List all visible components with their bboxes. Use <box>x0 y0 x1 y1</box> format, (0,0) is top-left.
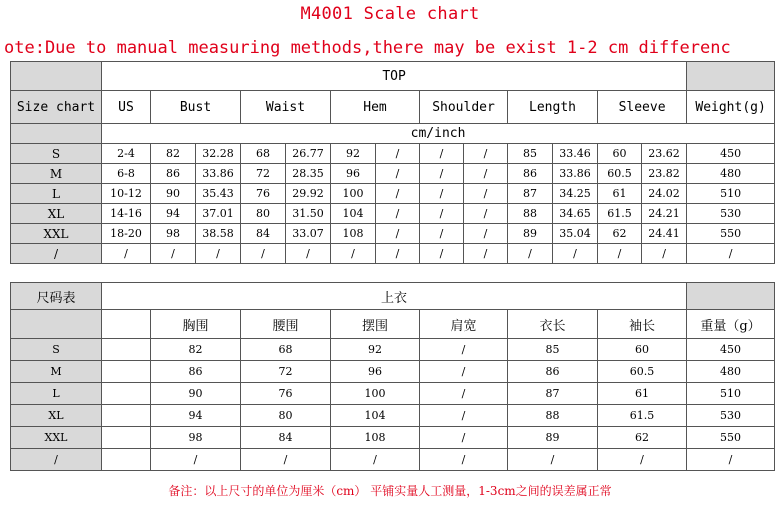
weight-cell-cn: 530 <box>687 405 775 427</box>
weight-cell: 530 <box>687 204 775 224</box>
sleeve-in-cell: 24.21 <box>642 204 687 224</box>
waist-cm-cell: 76 <box>241 184 286 204</box>
length-cm-cell: 85 <box>508 144 553 164</box>
waist-in-cell: 26.77 <box>286 144 331 164</box>
bust-in-cell: 35.43 <box>196 184 241 204</box>
sleeve-in-cell: 23.62 <box>642 144 687 164</box>
bust-in-cell: / <box>196 244 241 264</box>
size-cell-cn: / <box>11 449 102 471</box>
waist-in-cell: 33.07 <box>286 224 331 244</box>
table-row <box>11 383 775 405</box>
weight-corner-cn <box>687 283 775 310</box>
weight-cell: 450 <box>687 144 775 164</box>
blank-cell <box>11 124 102 144</box>
waist-cell-cn: 84 <box>241 427 331 449</box>
length-cell-cn: 89 <box>508 427 598 449</box>
hem-cm-cell: 96 <box>331 164 376 184</box>
hem-in-cell: / <box>376 204 420 224</box>
hem-cell-cn: 92 <box>331 339 420 361</box>
waist-cm-cell: 68 <box>241 144 286 164</box>
hem-in-cell: / <box>376 164 420 184</box>
length-in-cell: 35.04 <box>553 224 598 244</box>
table-row <box>11 244 775 264</box>
blank-cell <box>102 383 151 405</box>
blank-cell <box>102 361 151 383</box>
length-in-cell: / <box>553 244 598 264</box>
weight-cell-cn: / <box>687 449 775 471</box>
length-cm-cell: 89 <box>508 224 553 244</box>
bust-cell-cn: 98 <box>151 427 241 449</box>
hem-in-cell: / <box>376 224 420 244</box>
measurement-note: ote:Due to manual measuring methods,there may be exist 1-2 cm differenc <box>4 38 731 58</box>
waist-in-cell: / <box>286 244 331 264</box>
length-cell-cn: 87 <box>508 383 598 405</box>
size-table-english <box>10 61 775 264</box>
waist-cell-cn: 68 <box>241 339 331 361</box>
us-cell: 14-16 <box>102 204 151 224</box>
shoulder-header: Shoulder <box>420 91 508 124</box>
length-in-cell: 33.86 <box>553 164 598 184</box>
length-cell-cn: 85 <box>508 339 598 361</box>
shoulder-cell-cn: / <box>420 449 508 471</box>
corner-cell <box>11 62 102 91</box>
blank-cell <box>102 339 151 361</box>
length-in-cell: 33.46 <box>553 144 598 164</box>
bust-cm-cell: 98 <box>151 224 196 244</box>
shoulder-in-cell: / <box>464 144 508 164</box>
bust-in-cell: 37.01 <box>196 204 241 224</box>
us-cell: 6-8 <box>102 164 151 184</box>
shoulder-cm-cell: / <box>420 204 464 224</box>
table-row <box>11 204 775 224</box>
bust-cell-cn: 90 <box>151 383 241 405</box>
length-cm-cell: / <box>508 244 553 264</box>
waist-cm-cell: 72 <box>241 164 286 184</box>
size-cell-cn: M <box>11 361 102 383</box>
waist-header: Waist <box>241 91 331 124</box>
length-cell-cn: 86 <box>508 361 598 383</box>
hem-header: Hem <box>331 91 420 124</box>
hem-cm-cell: 108 <box>331 224 376 244</box>
waist-cm-cell: / <box>241 244 286 264</box>
shoulder-cell-cn: / <box>420 383 508 405</box>
blank-cell <box>102 405 151 427</box>
length-header: Length <box>508 91 598 124</box>
bust-header: Bust <box>151 91 241 124</box>
size-chart-header: Size chart <box>11 91 102 124</box>
shoulder-in-cell: / <box>464 244 508 264</box>
hem-header-cn: 摆围 <box>331 310 420 339</box>
hem-cell-cn: 100 <box>331 383 420 405</box>
sleeve-cm-cell: 60.5 <box>598 164 642 184</box>
length-cell-cn: 88 <box>508 405 598 427</box>
hem-in-cell: / <box>376 144 420 164</box>
hem-in-cell: / <box>376 184 420 204</box>
shoulder-in-cell: / <box>464 204 508 224</box>
waist-in-cell: 31.50 <box>286 204 331 224</box>
waist-in-cell: 28.35 <box>286 164 331 184</box>
hem-cell-cn: 108 <box>331 427 420 449</box>
size-cell-cn: XXL <box>11 427 102 449</box>
bust-cell-cn: 94 <box>151 405 241 427</box>
hem-in-cell: / <box>376 244 420 264</box>
shoulder-cell-cn: / <box>420 361 508 383</box>
hem-cell-cn: 96 <box>331 361 420 383</box>
size-cell: XL <box>11 204 102 224</box>
size-cell-cn: S <box>11 339 102 361</box>
us-cell: 18-20 <box>102 224 151 244</box>
size-table-chinese <box>10 282 775 471</box>
sleeve-cm-cell: 61 <box>598 184 642 204</box>
table-row <box>11 224 775 244</box>
size-cell: XXL <box>11 224 102 244</box>
shoulder-cell-cn: / <box>420 405 508 427</box>
blank-cell <box>102 427 151 449</box>
size-cell-cn: XL <box>11 405 102 427</box>
weight-header-cn: 重量（g） <box>687 310 775 339</box>
shoulder-in-cell: / <box>464 164 508 184</box>
bust-cm-cell: / <box>151 244 196 264</box>
us-cell: 10-12 <box>102 184 151 204</box>
waist-cell-cn: 76 <box>241 383 331 405</box>
length-cell-cn: / <box>508 449 598 471</box>
weight-cell-cn: 480 <box>687 361 775 383</box>
sleeve-in-cell: 23.82 <box>642 164 687 184</box>
length-cm-cell: 88 <box>508 204 553 224</box>
sleeve-cell-cn: 62 <box>598 427 687 449</box>
table-row <box>11 339 775 361</box>
bust-in-cell: 38.58 <box>196 224 241 244</box>
bust-cm-cell: 94 <box>151 204 196 224</box>
waist-cell-cn: 80 <box>241 405 331 427</box>
weight-cell: / <box>687 244 775 264</box>
shoulder-cm-cell: / <box>420 144 464 164</box>
weight-cell-cn: 450 <box>687 339 775 361</box>
weight-cell: 550 <box>687 224 775 244</box>
table-row <box>11 427 775 449</box>
sleeve-cm-cell: 61.5 <box>598 204 642 224</box>
length-cm-cell: 86 <box>508 164 553 184</box>
sleeve-header: Sleeve <box>598 91 687 124</box>
hem-cm-cell: 104 <box>331 204 376 224</box>
waist-in-cell: 29.92 <box>286 184 331 204</box>
sleeve-header-cn: 袖长 <box>598 310 687 339</box>
chart-title: M4001 Scale chart <box>300 4 480 24</box>
table-row <box>11 361 775 383</box>
shoulder-cell-cn: / <box>420 427 508 449</box>
waist-cell-cn: 72 <box>241 361 331 383</box>
blank-cell <box>102 449 151 471</box>
table-row <box>11 405 775 427</box>
waist-header-cn: 腰围 <box>241 310 331 339</box>
hem-cm-cell: 92 <box>331 144 376 164</box>
bust-cell-cn: / <box>151 449 241 471</box>
length-in-cell: 34.25 <box>553 184 598 204</box>
table-row <box>11 164 775 184</box>
bust-cell-cn: 82 <box>151 339 241 361</box>
weight-header: Weight(g) <box>687 91 775 124</box>
size-cell: S <box>11 144 102 164</box>
waist-cell-cn: / <box>241 449 331 471</box>
hem-cm-cell: 100 <box>331 184 376 204</box>
footer-note: 备注：以上尺寸的单位为厘米（cm） 平铺实量人工测量，1-3cm之间的误差属正常 <box>168 484 612 498</box>
shoulder-in-cell: / <box>464 184 508 204</box>
unit-row: cm/inch <box>102 124 775 144</box>
group-header-cn: 上衣 <box>102 283 687 310</box>
sleeve-cell-cn: / <box>598 449 687 471</box>
table-row <box>11 144 775 164</box>
hem-cm-cell: / <box>331 244 376 264</box>
hem-cell-cn: 104 <box>331 405 420 427</box>
bust-in-cell: 33.86 <box>196 164 241 184</box>
waist-cm-cell: 84 <box>241 224 286 244</box>
bust-cell-cn: 86 <box>151 361 241 383</box>
shoulder-cm-cell: / <box>420 224 464 244</box>
weight-cell: 510 <box>687 184 775 204</box>
table-row <box>11 449 775 471</box>
sleeve-cell-cn: 61.5 <box>598 405 687 427</box>
bust-cm-cell: 82 <box>151 144 196 164</box>
shoulder-cm-cell: / <box>420 164 464 184</box>
sleeve-in-cell: / <box>642 244 687 264</box>
us-header: US <box>102 91 151 124</box>
sleeve-in-cell: 24.02 <box>642 184 687 204</box>
blank-cell <box>102 310 151 339</box>
size-cell-cn: L <box>11 383 102 405</box>
sleeve-cm-cell: 62 <box>598 224 642 244</box>
size-label-cn: 尺码表 <box>11 283 102 310</box>
bust-header-cn: 胸围 <box>151 310 241 339</box>
shoulder-header-cn: 肩宽 <box>420 310 508 339</box>
sleeve-cell-cn: 60 <box>598 339 687 361</box>
weight-cell: 480 <box>687 164 775 184</box>
weight-cell-cn: 550 <box>687 427 775 449</box>
bust-cm-cell: 86 <box>151 164 196 184</box>
bust-cm-cell: 90 <box>151 184 196 204</box>
length-cm-cell: 87 <box>508 184 553 204</box>
sleeve-cm-cell: / <box>598 244 642 264</box>
us-cell: 2-4 <box>102 144 151 164</box>
weight-cell-cn: 510 <box>687 383 775 405</box>
size-cell: L <box>11 184 102 204</box>
sleeve-in-cell: 24.41 <box>642 224 687 244</box>
length-header-cn: 衣长 <box>508 310 598 339</box>
shoulder-cell-cn: / <box>420 339 508 361</box>
size-cell: / <box>11 244 102 264</box>
sleeve-cm-cell: 60 <box>598 144 642 164</box>
waist-cm-cell: 80 <box>241 204 286 224</box>
sleeve-cell-cn: 60.5 <box>598 361 687 383</box>
hem-cell-cn: / <box>331 449 420 471</box>
table-row <box>11 184 775 204</box>
weight-corner-cell <box>687 62 775 91</box>
sleeve-cell-cn: 61 <box>598 383 687 405</box>
group-header-top: TOP <box>102 62 687 91</box>
shoulder-cm-cell: / <box>420 244 464 264</box>
shoulder-cm-cell: / <box>420 184 464 204</box>
size-cell: M <box>11 164 102 184</box>
us-cell: / <box>102 244 151 264</box>
shoulder-in-cell: / <box>464 224 508 244</box>
blank-cell <box>11 310 102 339</box>
length-in-cell: 34.65 <box>553 204 598 224</box>
bust-in-cell: 32.28 <box>196 144 241 164</box>
